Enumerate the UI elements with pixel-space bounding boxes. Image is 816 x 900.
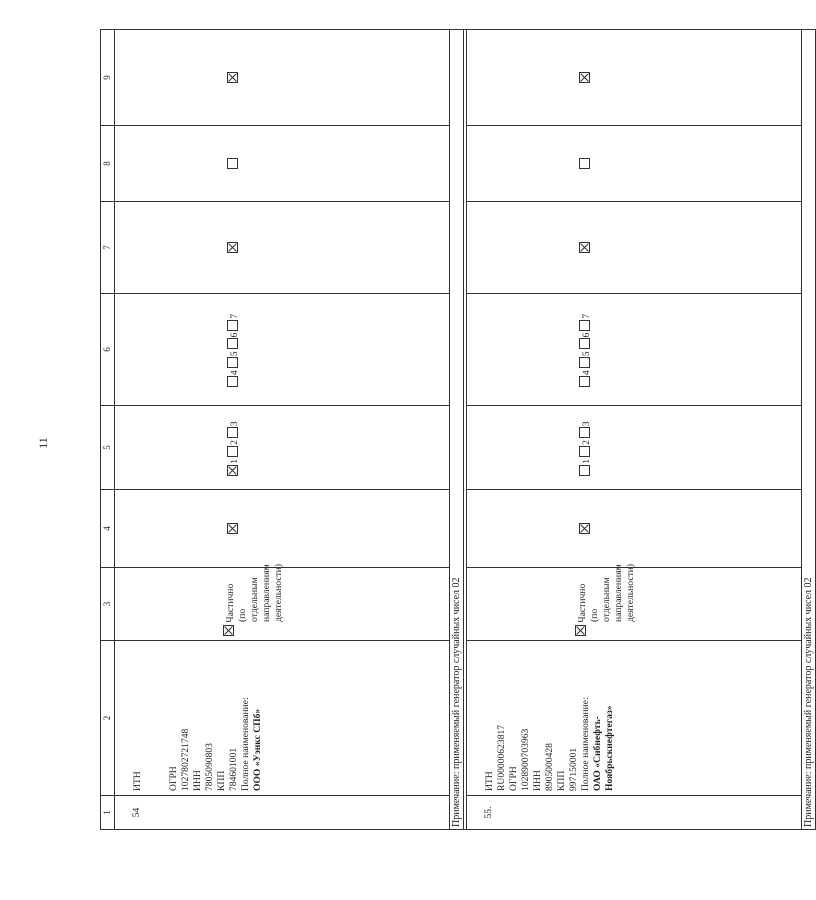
table-row xyxy=(467,30,802,830)
partial-label: Частично xyxy=(225,583,236,623)
row-number: 55. xyxy=(467,796,802,830)
fullname-label: Полное наименование: xyxy=(580,697,591,791)
checkbox-checked-icon[interactable] xyxy=(579,72,590,83)
checkbox-empty-icon[interactable] xyxy=(579,446,590,457)
header-col-3: 3 xyxy=(101,568,115,641)
header-col-8: 8 xyxy=(101,126,115,202)
col9-cell xyxy=(115,30,450,126)
checkbox-checked-icon[interactable] xyxy=(227,465,238,476)
organization-identifiers xyxy=(115,641,450,796)
page-number: 11 xyxy=(36,437,50,449)
checkbox-empty-icon[interactable] xyxy=(227,339,238,350)
col8-cell xyxy=(467,126,802,202)
option-number: 1 xyxy=(581,458,592,464)
partial-note-line: направлениям xyxy=(261,564,272,622)
kpp-value: 784601001 xyxy=(228,747,239,791)
kpp-label: КПП xyxy=(216,770,227,791)
partial-scope-cell xyxy=(467,563,802,641)
partial-note-line: деятельности) xyxy=(273,563,284,622)
checkbox-empty-icon[interactable] xyxy=(579,158,590,169)
partial-scope-cell xyxy=(115,563,450,641)
header-col-5: 5 xyxy=(101,406,115,490)
header-col-1: 1 xyxy=(101,796,115,830)
checkbox-checked-icon[interactable] xyxy=(227,72,238,83)
fullname-value: ОАО «Сибнефть- xyxy=(592,716,603,791)
checkbox-checked-icon[interactable] xyxy=(579,242,590,253)
checkbox-empty-icon[interactable] xyxy=(227,446,238,457)
header-col-9: 9 xyxy=(101,30,115,126)
checkbox-empty-icon[interactable] xyxy=(227,427,238,438)
itn-label: ИТН xyxy=(132,771,143,791)
col4-cell xyxy=(467,490,802,568)
col5-cell xyxy=(467,406,802,490)
fullname-value: ООО «Уэнкс СПб» xyxy=(252,708,263,791)
col6-cell xyxy=(115,294,450,406)
col8-cell xyxy=(115,126,450,202)
option-number: 7 xyxy=(229,313,240,319)
rotated-table-wrapper xyxy=(100,30,814,830)
checkbox-empty-icon[interactable] xyxy=(227,376,238,387)
registry-table xyxy=(100,29,816,830)
checkbox-empty-icon[interactable] xyxy=(579,339,590,350)
checkbox-empty-icon[interactable] xyxy=(579,465,590,476)
kpp-label: КПП xyxy=(556,770,567,791)
checkbox-empty-icon[interactable] xyxy=(227,158,238,169)
partial-note-line: отдельным xyxy=(601,577,612,622)
option-number: 3 xyxy=(229,421,240,427)
ogrn-value: 1028900703963 xyxy=(520,728,531,791)
option-number: 5 xyxy=(581,351,592,357)
header-col-6: 6 xyxy=(101,294,115,406)
checkbox-empty-icon[interactable] xyxy=(227,357,238,368)
row-number: 54 xyxy=(115,796,450,830)
col5-cell xyxy=(115,406,450,490)
header-row xyxy=(101,30,115,830)
fullname-value-cont: Ноябрьскнефтегаз» xyxy=(604,705,615,791)
rng-note: Примечание: применяемый генератор случайных чисел 02 xyxy=(450,30,464,830)
option-number: 3 xyxy=(581,421,592,427)
header-col-7: 7 xyxy=(101,202,115,294)
kpp-value: 997150001 xyxy=(568,747,579,791)
option-number: 7 xyxy=(581,313,592,319)
col7-cell xyxy=(467,202,802,294)
option-number: 2 xyxy=(581,440,592,445)
col4-cell xyxy=(115,490,450,568)
partial-note-line: деятельности) xyxy=(625,563,636,622)
col6-cell xyxy=(467,294,802,406)
option-number: 4 xyxy=(581,370,592,376)
header-col-4: 4 xyxy=(101,490,115,568)
inn-value: 8905000428 xyxy=(544,743,555,791)
partial-note-line: (по xyxy=(589,608,600,622)
organization-identifiers xyxy=(467,641,802,796)
option-number: 6 xyxy=(229,332,240,338)
inn-label: ИНН xyxy=(192,770,203,791)
itn-value: RU00000623817 xyxy=(496,724,507,791)
option-number: 4 xyxy=(229,370,240,376)
ogrn-value: 1027802721748 xyxy=(180,728,191,791)
header-col-2: 2 xyxy=(101,641,115,796)
partial-label: Частично xyxy=(577,583,588,623)
itn-label: ИТН xyxy=(484,771,495,791)
partial-note-line: отдельным xyxy=(249,577,260,622)
ogrn-label: ОГРН xyxy=(168,766,179,791)
option-number: 1 xyxy=(229,458,240,464)
checkbox-checked-icon[interactable] xyxy=(227,523,238,534)
checkbox-empty-icon[interactable] xyxy=(579,320,590,331)
checkbox-checked-icon[interactable] xyxy=(575,625,586,636)
option-number: 2 xyxy=(229,440,240,445)
partial-note-line: направлениям xyxy=(613,564,624,622)
note-row xyxy=(450,30,464,830)
option-number: 5 xyxy=(229,351,240,357)
checkbox-empty-icon[interactable] xyxy=(579,376,590,387)
fullname-label: Полное наименование: xyxy=(240,697,251,791)
checkbox-empty-icon[interactable] xyxy=(579,427,590,438)
inn-label: ИНН xyxy=(532,770,543,791)
checkbox-empty-icon[interactable] xyxy=(227,320,238,331)
ogrn-label: ОГРН xyxy=(508,766,519,791)
table-row xyxy=(115,30,450,830)
option-number: 6 xyxy=(581,332,592,338)
checkbox-empty-icon[interactable] xyxy=(579,357,590,368)
partial-note-line: (по xyxy=(237,608,248,622)
checkbox-checked-icon[interactable] xyxy=(579,523,590,534)
checkbox-checked-icon[interactable] xyxy=(227,242,238,253)
rng-note: Примечание: применяемый генератор случайных чисел 02 xyxy=(802,30,816,830)
checkbox-checked-icon[interactable] xyxy=(223,625,234,636)
col7-cell xyxy=(115,202,450,294)
note-row xyxy=(802,30,816,830)
col9-cell xyxy=(467,30,802,126)
inn-value: 7805090803 xyxy=(204,743,215,791)
